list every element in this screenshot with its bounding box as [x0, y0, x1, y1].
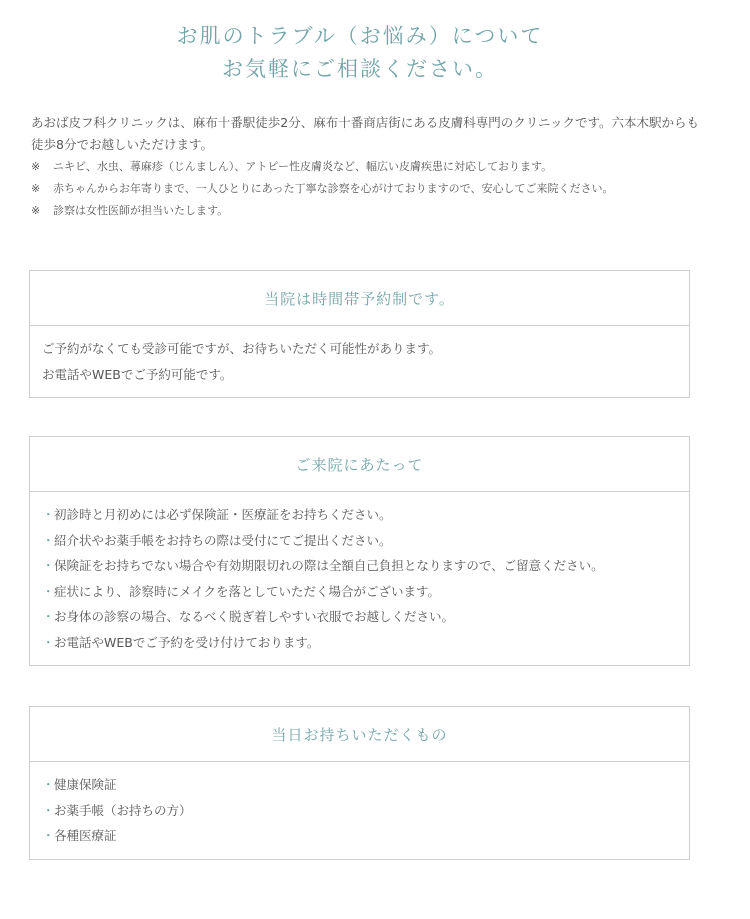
visit-box [29, 436, 690, 666]
bullet: ・ [42, 532, 55, 548]
intro-note: ※ 赤ちゃんからお年寄りまで、一人ひとりにあった丁寧な診察を心がけておりますので、安心してご来院ください。 [31, 178, 701, 200]
bring-title: 当日お持ちいただくもの [30, 707, 689, 762]
note-mark: ※ [31, 182, 41, 195]
list-item: ・紹介状やお薬手帳をお持ちの際は受付にてご提出ください。 [42, 528, 677, 554]
intro-notes [31, 156, 701, 222]
list-item: ・お薬手帳（お持ちの方） [42, 798, 677, 824]
list-item: ・症状により、診察時にメイクを落としていただく場合がございます。 [42, 579, 677, 605]
visit-body [30, 492, 689, 665]
reservation-title: 当院は時間帯予約制です。 [30, 271, 689, 326]
reservation-body [30, 326, 689, 397]
list-item: ・お身体の診察の場合、なるべく脱ぎ着しやすい衣服でお越しください。 [42, 604, 677, 630]
bring-box [29, 706, 690, 860]
bring-list [42, 772, 677, 849]
reservation-line: ご予約がなくても受診可能ですが、お待ちいただく可能性があります。 [42, 341, 442, 356]
intro-text: あおば皮フ科クリニックは、麻布十番駅徒歩2分、麻布十番商店街にある皮膚科専門のクリニックです。六本木駅からも徒歩8分でお越しいただけます。 [31, 115, 699, 152]
hero-title [0, 20, 720, 86]
list-item: ・お電話やWEBでご予約を受け付けております。 [42, 630, 677, 656]
bring-body [30, 762, 689, 859]
bullet: ・ [42, 507, 55, 522]
intro-note: ※ ニキビ、水虫、蕁麻疹（じんましん）、アトピー性皮膚炎など、幅広い皮膚疾患に対応しております。 [31, 156, 701, 178]
bullet: ・ [42, 609, 55, 624]
visit-list [42, 502, 677, 655]
reservation-line: お電話やWEBでご予約可能です。 [42, 366, 233, 382]
list-item: ・初診時と月初めには必ず保険証・医療証をお持ちください。 [42, 502, 677, 528]
intro-note: ※ 診察は女性医師が担当いたします。 [31, 200, 701, 222]
reservation-box [29, 270, 690, 398]
list-item: ・各種医療証 [42, 823, 677, 849]
hero-title-line2: お気軽にご相談ください。 [222, 57, 498, 81]
bullet: ・ [42, 558, 55, 573]
note-mark: ※ [31, 204, 41, 217]
bullet: ・ [42, 583, 55, 599]
note-mark: ※ [31, 160, 41, 173]
visit-title: ご来院にあたって [30, 437, 689, 492]
list-item: ・健康保険証 [42, 772, 677, 798]
intro-section [31, 112, 701, 222]
bullet: ・ [42, 802, 55, 818]
list-item: ・保険証をお持ちでない場合や有効期限切れの際は全額自己負担となりますので、ご留意ください。 [42, 553, 677, 579]
bullet: ・ [42, 777, 55, 792]
hero-title-line1: お肌のトラブル（お悩み）について [176, 24, 544, 48]
bullet: ・ [42, 634, 55, 650]
bullet: ・ [42, 828, 55, 843]
